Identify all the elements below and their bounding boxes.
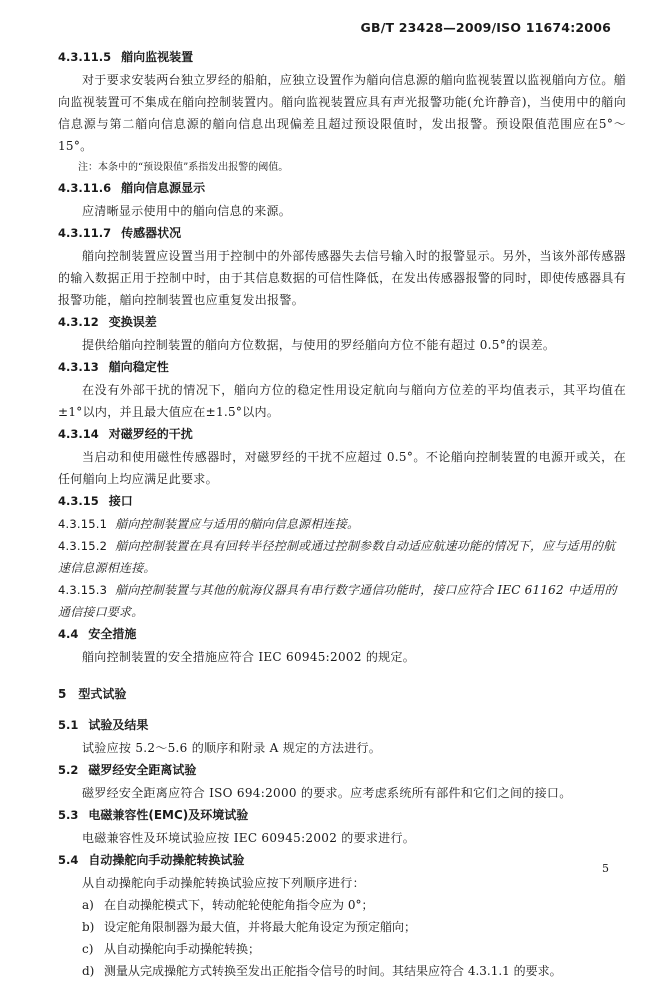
section-title: 接口: [108, 494, 133, 508]
section-heading: [58, 761, 626, 780]
subclause: [58, 513, 626, 535]
list-item: [58, 916, 626, 938]
document-body: [58, 46, 626, 982]
paragraph: 磁罗经安全距离应符合 ISO 694:2000 的要求。应考虑系统所有部件和它们之间的接口。: [82, 786, 572, 800]
list-item: [58, 960, 626, 982]
section-heading: [58, 625, 626, 644]
subclause-number: 4.3.15.2: [58, 539, 108, 553]
paragraph: 从自动操舵向手动操舵转换试验应按下列顺序进行：: [82, 876, 365, 890]
section-heading: [58, 806, 626, 825]
section-title: 对磁罗经的干扰: [108, 427, 193, 441]
page-header-standard: GB/T 23428—2009/ISO 11674:2006: [360, 20, 611, 35]
section-title: 安全措施: [88, 627, 137, 641]
paragraph: 对于要求安装两台独立罗经的船舶，应独立设置作为艏向信息源的艏向监视装置以监视艏向方位。艏向监视装置可不集成在艏向控制装置内。艏向监视装置应具有声光报警功能(允许静音)，当使用中的艏向信息源与第二艏向信息源的艏向信息出现偏差且超过预设限值时，发出报警。预设限值范围应在5°～15°。: [58, 73, 626, 153]
section-number: 4.3.13: [58, 360, 99, 374]
list-marker: a): [82, 898, 94, 912]
section-title: 艏向监视装置: [121, 50, 194, 64]
section-heading: [58, 224, 626, 243]
section-number: 4.3.11.6: [58, 181, 112, 195]
section-heading: [58, 851, 626, 870]
section-number: 4.3.14: [58, 427, 99, 441]
section-number: 5.4: [58, 853, 79, 867]
subclause-number: 4.3.15.3: [58, 583, 108, 597]
section-number: 4.4: [58, 627, 79, 641]
section-number: 4.3.12: [58, 315, 99, 329]
list-text: 在自动操舵模式下，转动舵轮使舵角指令应为 0°；: [104, 898, 374, 912]
section-heading: [58, 358, 626, 377]
list-marker: c): [82, 942, 94, 956]
paragraph: 提供给艏向控制装置的艏向方位数据，与使用的罗经艏向方位不能有超过 0.5°的误差。: [82, 338, 556, 352]
section-number: 5.1: [58, 718, 79, 732]
subclause: [58, 579, 626, 623]
section-heading: [58, 179, 626, 198]
list-marker: b): [82, 920, 95, 934]
section-title: 艏向信息源显示: [121, 181, 206, 195]
paragraph: 应清晰显示使用中的艏向信息的来源。: [82, 204, 292, 218]
list-text: 从自动操舵向手动操舵转换；: [104, 942, 261, 956]
section-heading: [58, 492, 626, 511]
section-number: 4.3.11.7: [58, 226, 112, 240]
section-title: 试验及结果: [88, 718, 149, 732]
subclause-text: 艏向控制装置应与适用的艏向信息源相连接。: [115, 517, 360, 531]
section-number: 5.2: [58, 763, 79, 777]
section-title: 电磁兼容性(EMC)及环境试验: [88, 808, 249, 822]
list-marker: d): [82, 964, 95, 978]
list-item: [58, 938, 626, 960]
section-heading: [58, 313, 626, 332]
subclause-text: 艏向控制装置在具有回转半径控制或通过控制参数自动适应航速功能的情况下，应与适用的航速信息源相连接。: [58, 539, 616, 575]
subclause-text: 艏向控制装置与其他的航海仪器具有串行数字通信功能时，接口应符合 IEC 61162 中适用的通信接口要求。: [58, 583, 617, 619]
section-number: 4.3.15: [58, 494, 99, 508]
section-heading: [58, 716, 626, 735]
section-title: 磁罗经安全距离试验: [88, 763, 197, 777]
paragraph: 当启动和使用磁性传感器时，对磁罗经的干扰不应超过 0.5°。不论艏向控制装置的电源开或关，在任何艏向上均应满足此要求。: [58, 450, 626, 486]
paragraph: 艏向控制装置的安全措施应符合 IEC 60945:2002 的规定。: [82, 650, 416, 664]
chapter-number: 5: [58, 687, 67, 701]
section-title: 艏向稳定性: [108, 360, 169, 374]
subclause-number: 4.3.15.1: [58, 517, 108, 531]
chapter-title: 型式试验: [78, 687, 127, 701]
paragraph: 艏向控制装置应设置当用于控制中的外部传感器失去信号输入时的报警显示。另外，当该外部传感器的输入数据正用于控制中时，由于其信息数据的可信性降低，在发出传感器报警的同时，即使传感器具有报警功能，艏向控制装置也应重复发出报警。: [58, 249, 626, 307]
page-number: 5: [602, 862, 609, 875]
section-title: 传感器状况: [121, 226, 182, 240]
section-number: 5.3: [58, 808, 79, 822]
subclause: [58, 535, 626, 579]
paragraph: 试验应按 5.2～5.6 的顺序和附录 A 规定的方法进行。: [82, 741, 382, 755]
list-item: [58, 894, 626, 916]
note: 注：本条中的“预设限值”系指发出报警的阈值。: [78, 162, 289, 173]
section-title: 自动操舵向手动操舵转换试验: [88, 853, 245, 867]
section-title: 变换误差: [108, 315, 157, 329]
section-heading: [58, 425, 626, 444]
list-text: 设定舵角限制器为最大值，并将最大舵角设定为预定艏向；: [104, 920, 417, 934]
section-heading: [58, 48, 626, 67]
chapter-heading: [58, 684, 626, 704]
paragraph: 在没有外部干扰的情况下，艏向方位的稳定性用设定航向与艏向方位差的平均值表示，其平均值在±1°以内，并且最大值应在±1.5°以内。: [58, 383, 626, 419]
list-text: 测量从完成操舵方式转换至发出正舵指令信号的时间。其结果应符合 4.3.1.1 的要求。: [104, 964, 562, 978]
paragraph: 电磁兼容性及环境试验应按 IEC 60945:2002 的要求进行。: [82, 831, 416, 845]
section-number: 4.3.11.5: [58, 50, 112, 64]
